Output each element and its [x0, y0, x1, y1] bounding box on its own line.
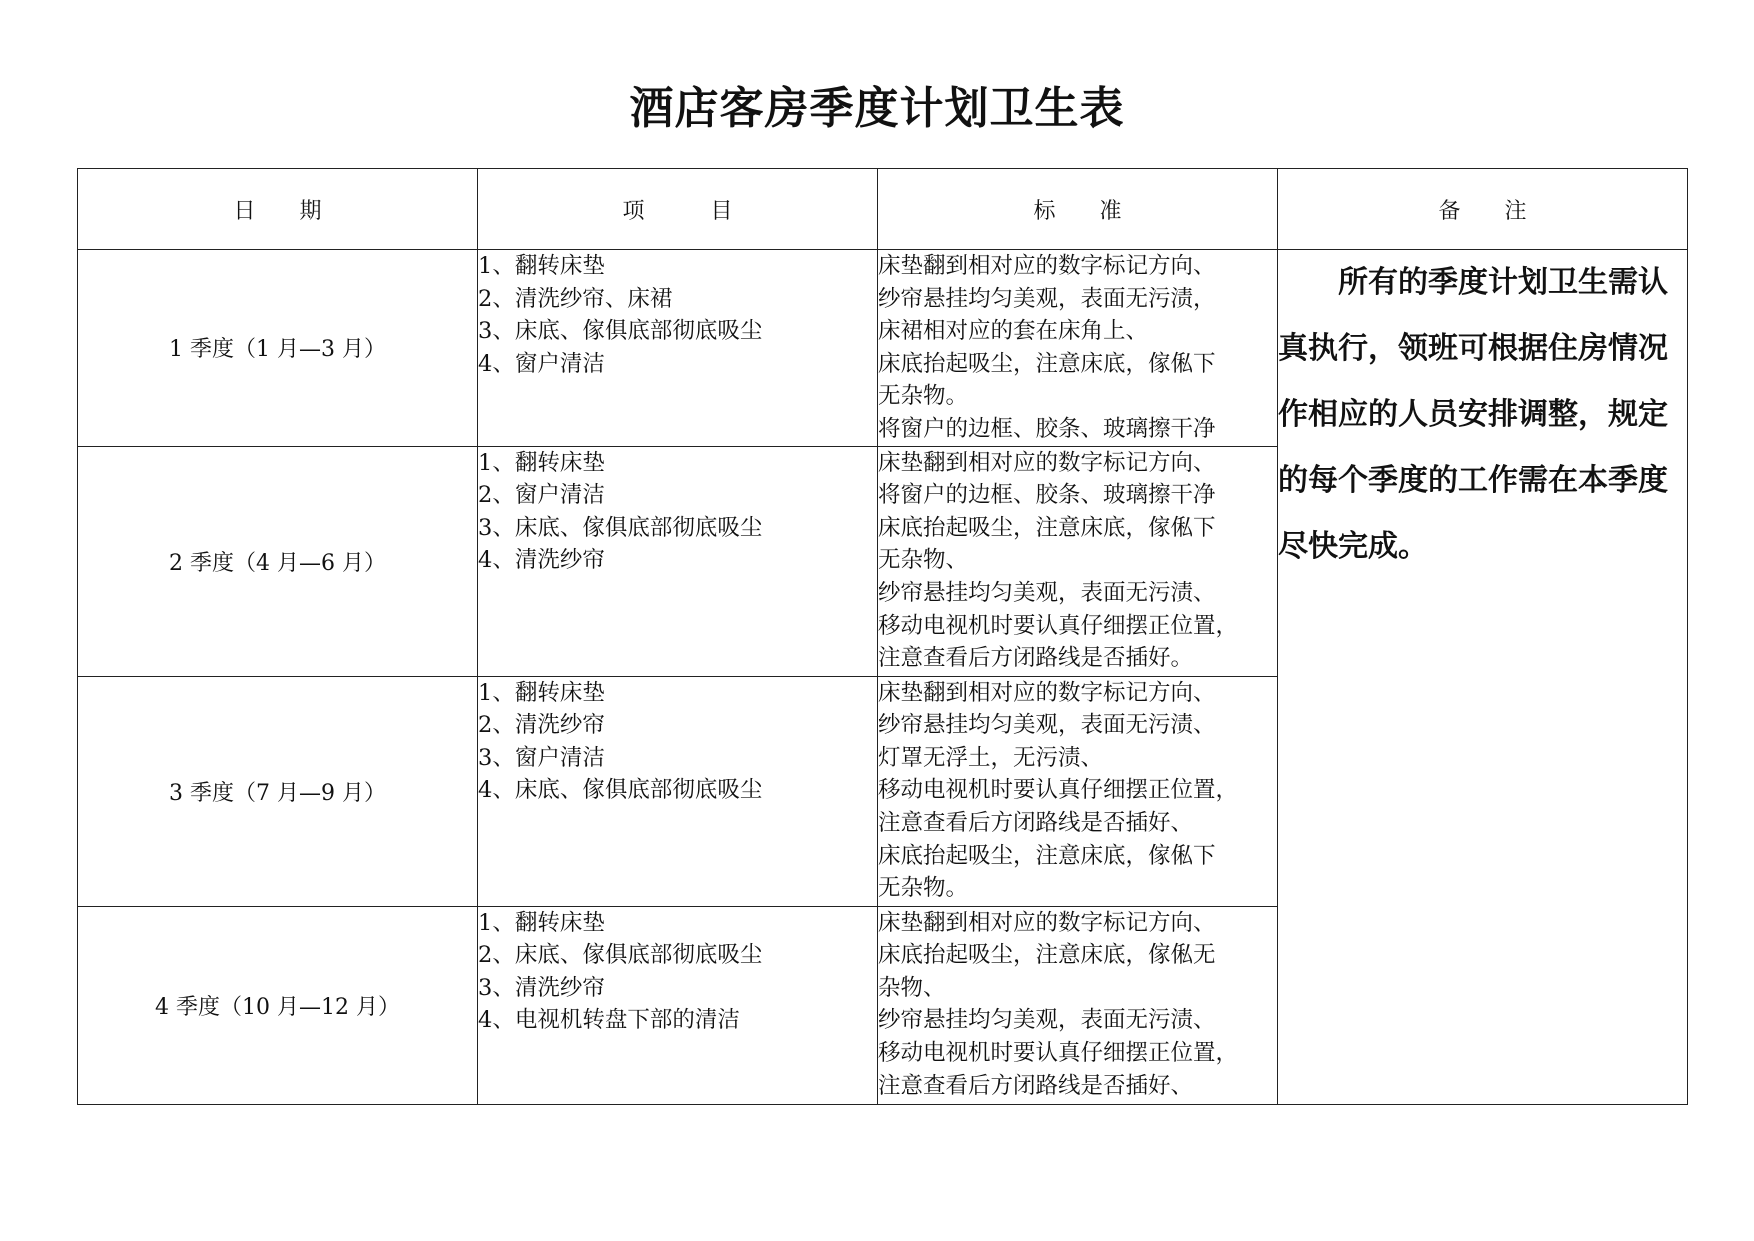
note-cell: 所有的季度计划卫生需认真执行，领班可根据住房情况作相应的人员安排调整，规定的每个季度的工作需在本季度尽快完成。: [1278, 250, 1688, 1105]
items-cell: [478, 676, 878, 906]
item-line: 4、电视机转盘下部的清洁: [478, 1007, 740, 1034]
item-line: 1、翻转床垫: [478, 679, 605, 706]
item-line: 1、翻转床垫: [478, 449, 605, 476]
standard-line: 注意查看后方闭路线是否插好、: [878, 1072, 1194, 1099]
date-cell: 3 季度（7 月—9 月）: [78, 676, 478, 906]
item-line: 4、窗户清洁: [478, 350, 605, 377]
standard-cell: [878, 906, 1278, 1104]
item-line: 3、床底、傢俱底部彻底吸尘: [478, 318, 763, 345]
standard-line: 床垫翻到相对应的数字标记方向、: [878, 679, 1216, 706]
item-line: 2、清洗纱帘: [478, 712, 605, 739]
standard-line: 纱帘悬挂均匀美观，表面无污渍、: [878, 712, 1216, 739]
standard-line: 床垫翻到相对应的数字标记方向、: [878, 909, 1216, 936]
header-items: 项 目: [478, 169, 878, 250]
standard-line: 移动电视机时要认真仔细摆正位置，: [878, 1039, 1239, 1066]
standard-line: 注意查看后方闭路线是否插好。: [878, 645, 1194, 672]
standard-cell: [878, 446, 1278, 676]
standard-line: 移动电视机时要认真仔细摆正位置，: [878, 612, 1239, 639]
items-cell: [478, 446, 878, 676]
standard-line: 床底抬起吸尘，注意床底，傢俬下: [878, 514, 1216, 541]
document-title: 酒店客房季度计划卫生表: [629, 83, 1125, 134]
header-date: 日 期: [78, 169, 478, 250]
standard-line: 杂物、: [878, 974, 946, 1001]
item-line: 2、清洗纱帘、床裙: [478, 285, 673, 312]
standard-line: 床底抬起吸尘，注意床底，傢俬下: [878, 842, 1216, 869]
date-cell: 2 季度（4 月—6 月）: [78, 446, 478, 676]
item-line: 4、床底、傢俱底部彻底吸尘: [478, 777, 763, 804]
item-line: 3、窗户清洁: [478, 744, 605, 771]
standard-line: 灯罩无浮土，无污渍、: [878, 744, 1104, 771]
standard-line: 纱帘悬挂均匀美观，表面无污渍，: [878, 285, 1216, 312]
items-cell: [478, 906, 878, 1104]
standard-line: 床底抬起吸尘，注意床底，傢俬无: [878, 942, 1216, 969]
standard-line: 无杂物。: [878, 383, 969, 410]
date-cell: 1 季度（1 月—3 月）: [78, 250, 478, 447]
item-line: 2、床底、傢俱底部彻底吸尘: [478, 942, 763, 969]
standard-line: 床垫翻到相对应的数字标记方向、: [878, 253, 1216, 279]
standard-line: 床底抬起吸尘，注意床底，傢俬下: [878, 350, 1216, 377]
item-line: 3、清洗纱帘: [478, 974, 605, 1001]
standard-line: 纱帘悬挂均匀美观，表面无污渍、: [878, 1007, 1216, 1034]
standard-line: 移动电视机时要认真仔细摆正位置，: [878, 777, 1239, 804]
header-standard: 标 准: [878, 169, 1278, 250]
standard-cell: [878, 676, 1278, 906]
standard-line: 床垫翻到相对应的数字标记方向、: [878, 449, 1216, 476]
item-line: 2、窗户清洁: [478, 482, 605, 509]
item-line: 3、床底、傢俱底部彻底吸尘: [478, 514, 763, 541]
header-row: [78, 169, 1688, 250]
standard-line: 将窗户的边框、胶条、玻璃擦干净: [878, 415, 1216, 442]
items-cell: [478, 250, 878, 447]
table-row-q1: [78, 250, 1688, 447]
header-note: 备 注: [1278, 169, 1688, 250]
standard-line: 无杂物、: [878, 547, 969, 574]
standard-line: 将窗户的边框、胶条、玻璃擦干净: [878, 482, 1216, 509]
standard-line: 纱帘悬挂均匀美观，表面无污渍、: [878, 579, 1216, 606]
standard-cell: [878, 250, 1278, 447]
date-cell: 4 季度（10 月—12 月）: [78, 906, 478, 1104]
item-line: 1、翻转床垫: [478, 253, 605, 279]
standard-line: 注意查看后方闭路线是否插好、: [878, 809, 1194, 836]
item-line: 1、翻转床垫: [478, 909, 605, 936]
standard-line: 无杂物。: [878, 875, 969, 902]
cleaning-schedule-table: [77, 168, 1688, 1105]
standard-line: 床裙相对应的套在床角上、: [878, 318, 1149, 345]
item-line: 4、清洗纱帘: [478, 547, 605, 574]
